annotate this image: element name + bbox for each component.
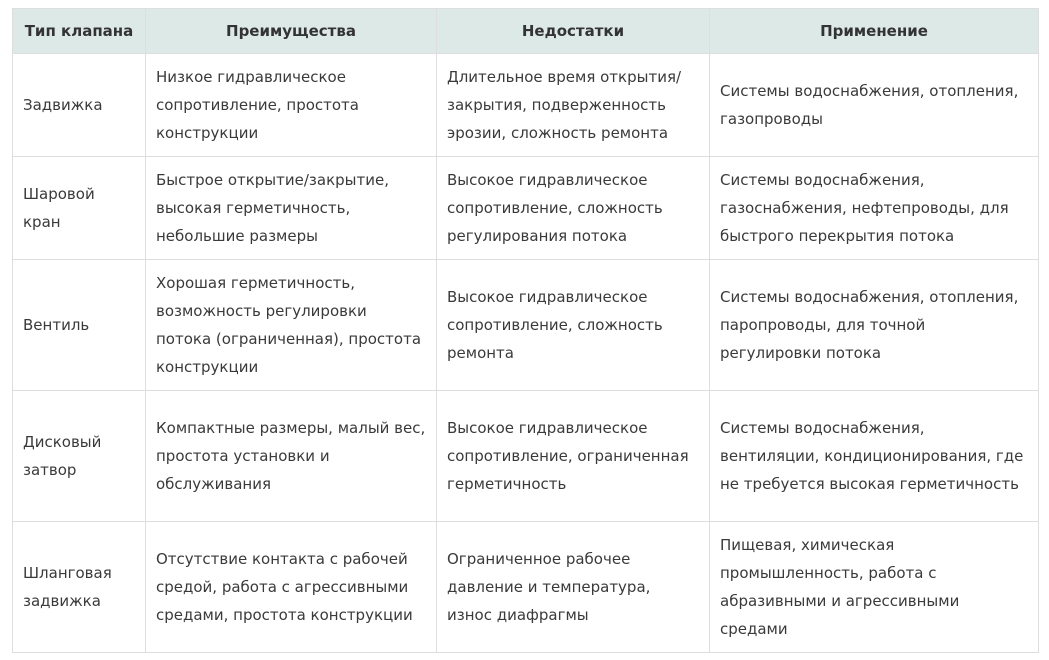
- cell-advantages: Отсутствие контакта с рабочей средой, работа с агрессивными средами, простота конструкции: [146, 522, 437, 653]
- table-row: [13, 260, 1039, 391]
- table-row: [13, 391, 1039, 522]
- header-application: Применение: [710, 9, 1039, 54]
- cell-advantages: Быстрое открытие/закрытие, высокая герметичность, небольшие размеры: [146, 157, 437, 260]
- table-header-row: [13, 9, 1039, 54]
- cell-valve-type: Шаровой кран: [13, 157, 146, 260]
- cell-application: Пищевая, химическая промышленность, работа с абразивными и агрессивными средами: [710, 522, 1039, 653]
- valve-comparison-table: [12, 8, 1039, 653]
- cell-valve-type: Задвижка: [13, 54, 146, 157]
- cell-disadvantages: Длительное время открытия/закрытия, подверженность эрозии, сложность ремонта: [437, 54, 710, 157]
- header-advantages: Преимущества: [146, 9, 437, 54]
- cell-disadvantages: Высокое гидравлическое сопротивление, ограниченная герметичность: [437, 391, 710, 522]
- cell-application: Системы водоснабжения, отопления, паропроводы, для точной регулировки потока: [710, 260, 1039, 391]
- cell-application: Системы водоснабжения, вентиляции, кондиционирования, где не требуется высокая герметичность: [710, 391, 1039, 522]
- cell-advantages: Низкое гидравлическое сопротивление, простота конструкции: [146, 54, 437, 157]
- cell-valve-type: Дисковый затвор: [13, 391, 146, 522]
- cell-advantages: Хорошая герметичность, возможность регулировки потока (ограниченная), простота конструкции: [146, 260, 437, 391]
- table-row: [13, 522, 1039, 653]
- cell-application: Системы водоснабжения, отопления, газопроводы: [710, 54, 1039, 157]
- cell-application: Системы водоснабжения, газоснабжения, нефтепроводы, для быстрого перекрытия потока: [710, 157, 1039, 260]
- table-row: [13, 54, 1039, 157]
- table-row: [13, 157, 1039, 260]
- cell-valve-type: Вентиль: [13, 260, 146, 391]
- cell-advantages: Компактные размеры, малый вес, простота установки и обслуживания: [146, 391, 437, 522]
- header-valve-type: Тип клапана: [13, 9, 146, 54]
- cell-disadvantages: Высокое гидравлическое сопротивление, сложность регулирования потока: [437, 157, 710, 260]
- cell-disadvantages: Высокое гидравлическое сопротивление, сложность ремонта: [437, 260, 710, 391]
- cell-disadvantages: Ограниченное рабочее давление и температура, износ диафрагмы: [437, 522, 710, 653]
- header-disadvantages: Недостатки: [437, 9, 710, 54]
- cell-valve-type: Шланговая задвижка: [13, 522, 146, 653]
